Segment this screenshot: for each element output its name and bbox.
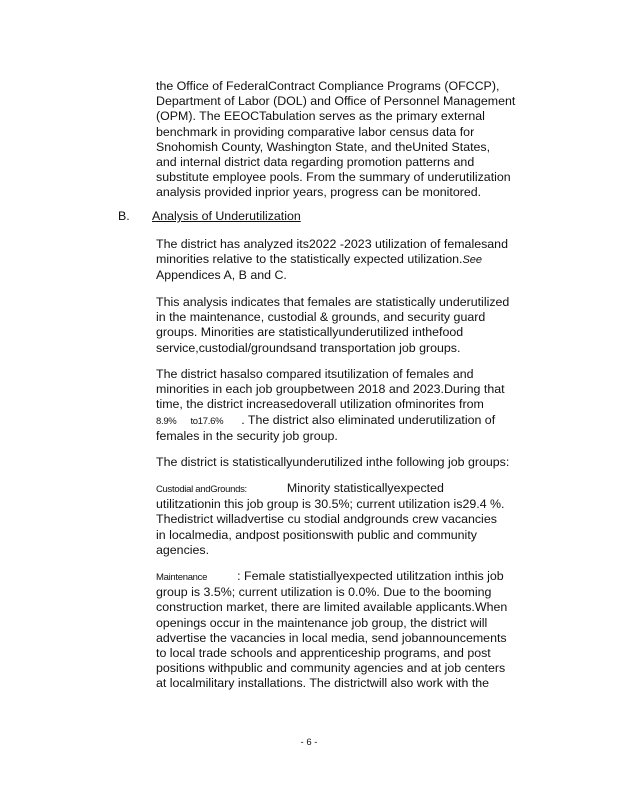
section-letter: B. — [118, 209, 130, 223]
paragraph-line: at localmilitary installations. The districtwill also work with the — [156, 676, 490, 691]
intro-paragraph — [156, 79, 536, 201]
paragraph-line: construction market, there are limited available applicants.When — [156, 600, 508, 615]
paragraph-line: group is 3.5%; current utilization is 0.0%. Due to the booming — [156, 585, 492, 600]
paragraph-line: This analysis indicates that females are statistically underutilized — [156, 295, 510, 309]
paragraph-line — [156, 252, 536, 268]
intro-line: Snohomish County, Washington State, and theUnited States, — [156, 139, 491, 154]
from-percent: 8.9% — [156, 415, 177, 427]
paragraph-line: minorities in each job groupbetween 2018 and 2023.During that — [156, 382, 505, 397]
paragraph-line: to local trade schools and apprenticeship programs, and post — [156, 646, 491, 661]
paragraph-line: service,custodial/groundsand transportation job groups. — [156, 340, 461, 355]
intro-line: the Office of FederalContract Compliance Programs (OFCCP), — [156, 79, 500, 93]
paragraph-line: agencies. — [156, 542, 210, 557]
paragraph-line — [156, 569, 536, 585]
section-title: Analysis of Underutilization — [152, 209, 301, 223]
see-reference: See — [462, 254, 483, 267]
paragraph-line: in the maintenance, custodial & grounds, and security guard — [156, 310, 486, 325]
paragraph-line: utilitzationin this job group is 30.5%; current utilization is29.4 %. — [156, 497, 505, 512]
paragraph-line: positions withpublic and community agencies and at job centers — [156, 661, 506, 676]
to-percent: to17.6% — [190, 415, 224, 427]
paragraph-comparison — [156, 367, 536, 444]
paragraph-analysis — [156, 237, 536, 284]
paragraph-line: females in the security job group. — [156, 428, 338, 443]
paragraph-text: . The district also eliminated underutilization of — [241, 412, 496, 427]
paragraph-line: The district has analyzed its2022 -2023 utilization of femalesand — [156, 237, 508, 251]
page-number: - 6 - — [300, 737, 318, 748]
custodial-label: Custodial andGrounds: — [156, 484, 247, 495]
paragraph-line — [156, 481, 536, 497]
paragraph-line: groups. Minorities are statisticallyunderutilized inthefood — [156, 325, 464, 340]
paragraph-text: Minority statisticallyexpected — [286, 481, 444, 495]
paragraph-text: minorities relative to the statistically expected utilization. — [156, 252, 463, 267]
paragraph-line: in localmedia, andpost positionswith public and community — [156, 527, 477, 542]
paragraph-findings — [156, 295, 536, 356]
intro-line: and internal district data regarding promotion patterns and — [156, 155, 475, 170]
intro-line: substitute employee pools. From the summary of underutilization — [156, 170, 511, 185]
paragraph-line: The district is statisticallyunderutilized inthe following job groups: — [156, 455, 510, 469]
paragraph-maintenance — [156, 569, 536, 692]
paragraph-line: time, the district increasedoverall utilization ofminorites from — [156, 397, 484, 412]
paragraph-line: The district hasalso compared itsutilization of females and — [156, 367, 474, 381]
section-heading — [118, 209, 301, 224]
paragraph-custodial — [156, 481, 536, 558]
intro-line: Department of Labor (DOL) and Office of Personnel Management — [156, 94, 516, 109]
maintenance-label: Maintenance — [156, 572, 208, 583]
intro-line: analysis provided inprior years, progress can be monitored. — [156, 185, 482, 200]
paragraph-line — [156, 413, 536, 429]
paragraph-line: Appendices A, B and C. — [156, 268, 287, 283]
paragraph-line: advertise the vacancies in local media, send jobannouncements — [156, 630, 507, 645]
paragraph-text: : Female statistiallyexpected utilitzation inthis job — [237, 569, 504, 583]
paragraph-line: Thedistrict willadvertise cu stodial andgrounds crew vacancies — [156, 512, 497, 527]
paragraph-job-groups — [156, 455, 536, 470]
paragraph-line: openings occur in the maintenance job group, the district will — [156, 615, 488, 630]
intro-line: benchmark in providing comparative labor census data for — [156, 124, 475, 139]
intro-line: (OPM). The EEOCTabulation serves as the primary external — [156, 109, 485, 124]
